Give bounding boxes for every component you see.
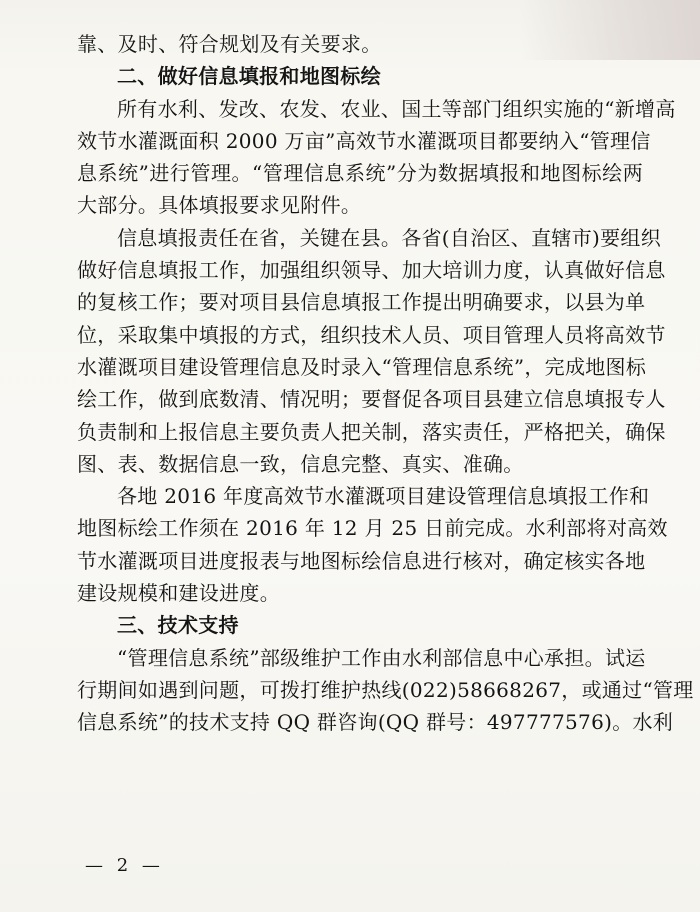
text-line: 息系统”进行管理。“管理信息系统”分为数据填报和地图标绘两 bbox=[77, 161, 643, 186]
text-line: 大部分。具体填报要求见附件。 bbox=[77, 193, 362, 218]
text-line: 位，采取集中填报的方式，组织技术人员、项目管理人员将高效节 bbox=[77, 322, 666, 347]
text-line: 建设规模和建设进度。 bbox=[77, 581, 280, 606]
page-number: — 2 — bbox=[85, 855, 164, 876]
document-body bbox=[77, 28, 694, 739]
section-heading-3: 三、技术支持 bbox=[117, 613, 239, 638]
text-line: 地图标绘工作须在 2016 年 12 月 25 日前完成。水利部将对高效 bbox=[77, 516, 668, 541]
section-heading-2: 二、做好信息填报和地图标绘 bbox=[117, 64, 381, 89]
text-line: 水灌溉项目建设管理信息及时录入“管理信息系统”，完成地图标 bbox=[77, 354, 647, 379]
text-line: 靠、及时、符合规划及有关要求。 bbox=[77, 32, 382, 56]
text-line: 图、表、数据信息一致，信息完整、真实、准确。 bbox=[77, 451, 524, 476]
text-line: 做好信息填报工作，加强组织领导、加大培训力度，认真做好信息 bbox=[77, 258, 666, 283]
text-line: 所有水利、发改、农发、农业、国土等部门组织实施的“新增高 bbox=[117, 96, 676, 121]
text-line: 负责制和上报信息主要负责人把关制，落实责任，严格把关，确保 bbox=[77, 419, 666, 444]
text-line: “管理信息系统”部级维护工作由水利部信息中心承担。试运 bbox=[117, 645, 646, 670]
text-line: 信息系统”的技术支持 QQ 群咨询(QQ 群号：497777576)。水利 bbox=[77, 710, 674, 735]
text-line: 效节水灌溉面积 2000 万亩”高效节水灌溉项目都要纳入“管理信 bbox=[77, 128, 651, 153]
text-line: 各地 2016 年度高效节水灌溉项目建设管理信息填报工作和 bbox=[117, 484, 650, 509]
text-line: 的复核工作；要对项目县信息填报工作提出明确要求，以县为单 bbox=[77, 290, 646, 315]
text-line: 信息填报责任在省，关键在县。各省(自治区、直辖市)要组织 bbox=[117, 225, 662, 250]
text-line: 行期间如遇到问题，可拨打维护热线(022)58668267，或通过“管理 bbox=[77, 677, 694, 702]
text-line: 绘工作，做到底数清、情况明；要督促各项目县建立信息填报专人 bbox=[77, 387, 666, 412]
text-line: 节水灌溉项目进度报表与地图标绘信息进行核对，确定核实各地 bbox=[77, 548, 646, 573]
